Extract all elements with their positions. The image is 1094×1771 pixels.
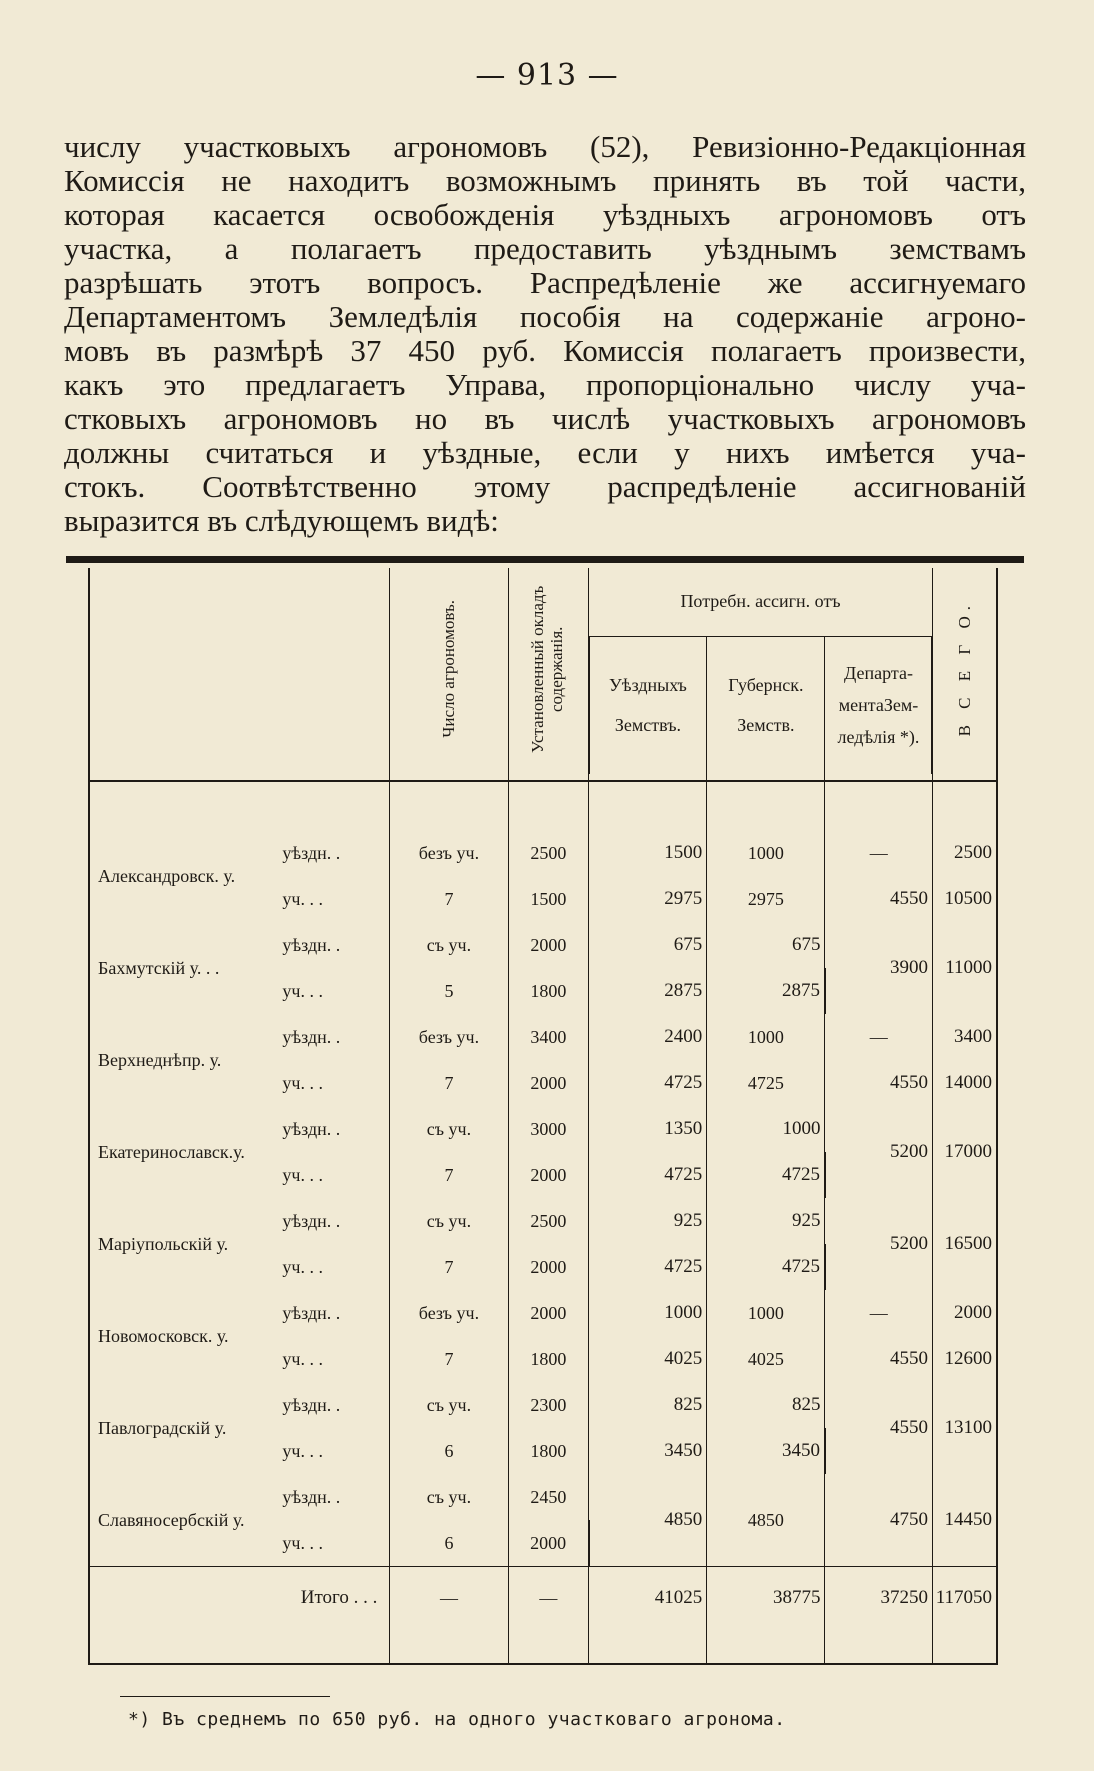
paragraph-line: числу участковыхъ агрономовъ (52), Ревизіонно-Редакціонная bbox=[64, 129, 1026, 164]
paragraph-line: участка, а полагаетъ предоставить уѣзднымъ земствамъ bbox=[64, 231, 1026, 266]
table-row: Маріупольскій у. уѣздн. . съ уч. 2500 925 925 5200 16500 bbox=[89, 1198, 997, 1244]
header-total: В С Е Г О. bbox=[932, 568, 997, 774]
header-dep: Департа- ментаЗем- ледѣлія *). bbox=[825, 636, 932, 774]
paragraph-line: Комиссія не находитъ возможнымъ принять въ той части, bbox=[64, 163, 1026, 198]
table-row: Бахмутскій у. . . уѣздн. . съ уч. 2000 675 675 3900 11000 bbox=[89, 922, 997, 968]
header-blank bbox=[89, 568, 390, 774]
page-number: — 913 — bbox=[475, 58, 619, 93]
paragraph-line: разрѣшать этотъ вопросъ. Распредѣленіе же ассигнуемаго bbox=[64, 265, 1026, 300]
table-row: Верхнеднѣпр. у. уѣздн. . безъ уч. 3400 2400 1000 — 3400 bbox=[89, 1014, 997, 1060]
paragraph-line: выразится въ слѣдующемъ видѣ: bbox=[64, 503, 499, 538]
table-row: уч. . . 7 2000 4725 4725 bbox=[89, 1244, 997, 1290]
paragraph-line: которая касается освобожденія уѣздныхъ агрономовъ отъ bbox=[64, 197, 1026, 232]
table-row: уч. . . 7 1500 2975 2975 4550 10500 bbox=[89, 876, 997, 922]
table-row: уч. . . 5 1800 2875 2875 bbox=[89, 968, 997, 1014]
paragraph-line: стковыхъ агрономовъ но въ числѣ участковыхъ агрономовъ bbox=[64, 401, 1026, 436]
header-group: Потребн. ассигн. отъ bbox=[589, 568, 933, 636]
table-row: уч. . . 6 2000 bbox=[89, 1520, 997, 1567]
paragraph-line: стокъ. Соотвѣтственно этому распредѣленіе ассигнованій bbox=[64, 469, 1026, 504]
header-uezd: Уѣздныхъ Земствъ. bbox=[589, 636, 707, 774]
table-row: уч. . . 6 1800 3450 3450 bbox=[89, 1428, 997, 1474]
body-paragraph bbox=[64, 130, 1026, 538]
paragraph-line: какъ это предлагаетъ Управа, пропорціонально числу уча- bbox=[64, 367, 1026, 402]
allocation-table bbox=[88, 568, 998, 1665]
footnote-rule bbox=[120, 1696, 330, 1697]
table-row: Славяносербскій у. уѣздн. . съ уч. 2450 4850 4850 4750 14450 bbox=[89, 1474, 997, 1520]
paragraph-line: должны считаться и уѣздные, если у нихъ имѣется уча- bbox=[64, 435, 1026, 470]
paragraph-line: Департаментомъ Земледѣлія пособія на содержаніе агроно- bbox=[64, 299, 1026, 334]
table-row: уч. . . 7 2000 4725 4725 4550 14000 bbox=[89, 1060, 997, 1106]
footnote: *) Въ среднемъ по 650 руб. на одного участковаго агронома. bbox=[128, 1709, 786, 1730]
header-gub: Губернск. Земств. bbox=[707, 636, 825, 774]
header-salary: Установленный окладъ содержанія. bbox=[508, 568, 589, 774]
paragraph-line: мовъ въ размѣрѣ 37 450 руб. Комиссія полагаетъ произвести, bbox=[64, 333, 1026, 368]
total-row: Итого . . . — — 41025 38775 37250 117050 bbox=[89, 1567, 997, 1630]
table-row: уч. . . 7 2000 4725 4725 bbox=[89, 1152, 997, 1198]
table-top-rule bbox=[66, 556, 1024, 563]
table-row: Екатеринославск.у. уѣздн. . съ уч. 3000 1350 1000 5200 17000 bbox=[89, 1106, 997, 1152]
table-row: уч. . . 7 1800 4025 4025 4550 12600 bbox=[89, 1336, 997, 1382]
table-row: Александровск. у. уѣздн. . безъ уч. 2500 1500 1000 — 2500 bbox=[89, 830, 997, 876]
table-row: Новомосковск. у. уѣздн. . безъ уч. 2000 1000 1000 — 2000 bbox=[89, 1290, 997, 1336]
header-count: Число агрономовъ. bbox=[390, 568, 508, 774]
table-row: Павлоградскій у. уѣздн. . съ уч. 2300 825 825 4550 13100 bbox=[89, 1382, 997, 1428]
